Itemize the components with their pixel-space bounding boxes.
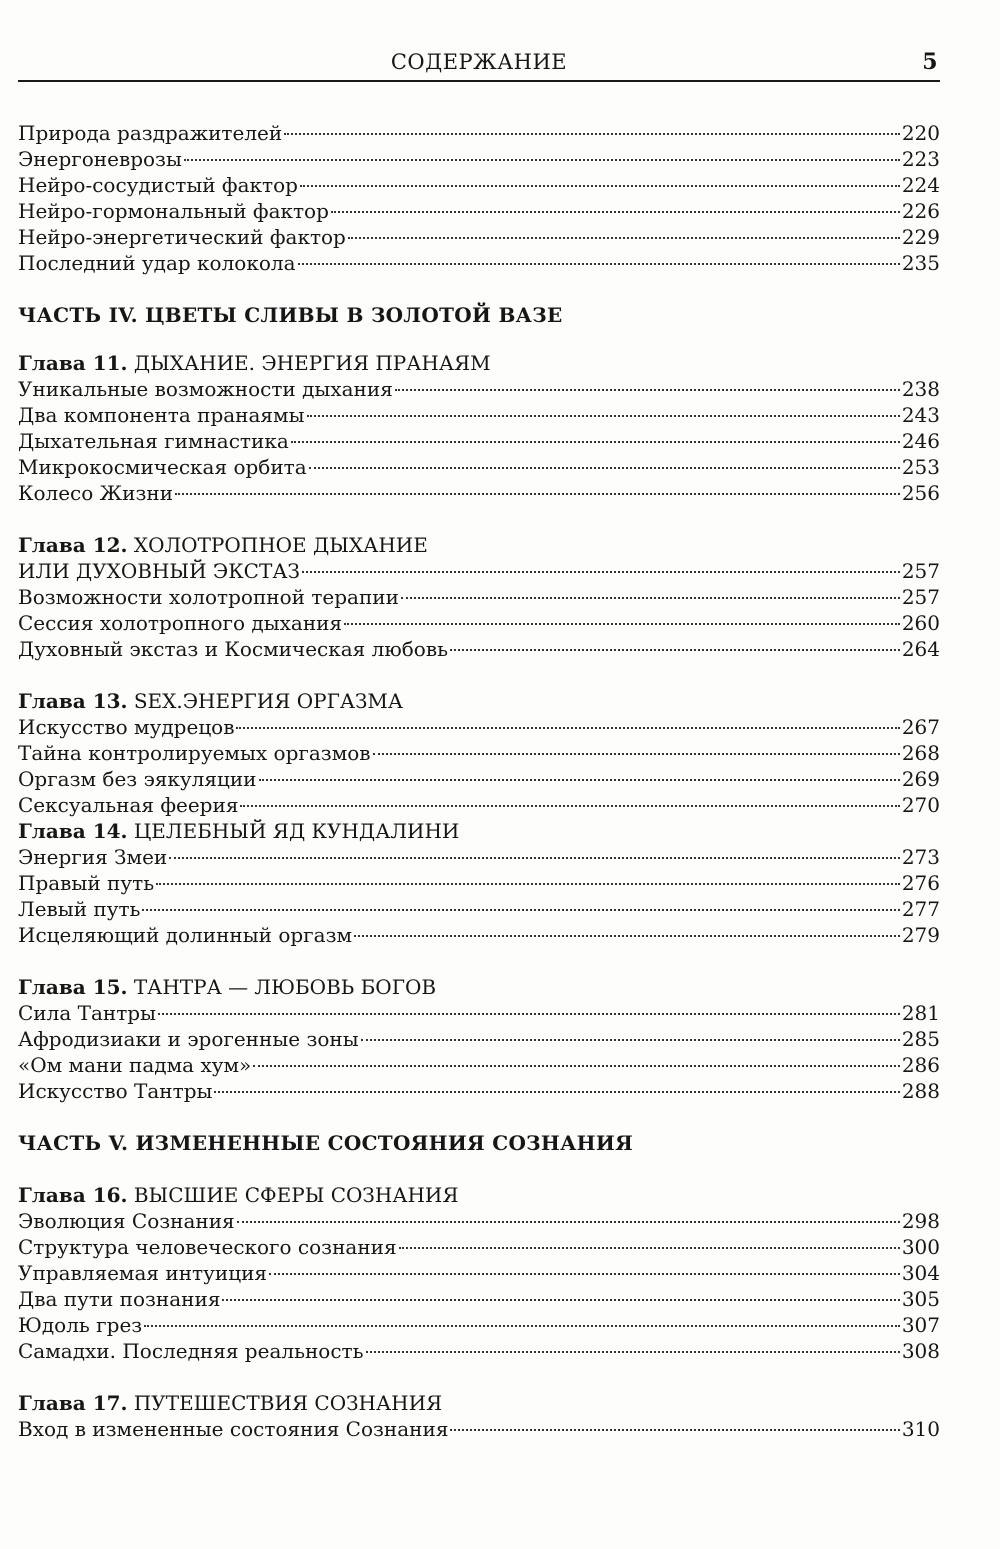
toc-entry[interactable]: [18, 922, 940, 948]
toc-entry[interactable]: [18, 1052, 940, 1078]
dot-leader: [298, 263, 900, 265]
entry-page-number: 269: [901, 767, 940, 791]
toc-entry[interactable]: [18, 454, 940, 480]
toc-entry[interactable]: [18, 844, 940, 870]
toc-entry[interactable]: [18, 1078, 940, 1104]
entry-page-number: 285: [901, 1027, 940, 1051]
entry-title: Сессия холотропного дыхания: [18, 611, 343, 635]
entry-title: Последний удар колокола: [18, 251, 296, 275]
entry-page-number: 264: [901, 637, 940, 661]
entry-title: Юдоль грез: [18, 1313, 143, 1337]
toc-entry[interactable]: [18, 120, 940, 146]
chapter-heading-11: [18, 350, 940, 376]
page-title: СОДЕРЖАНИЕ: [390, 50, 568, 74]
toc-entry[interactable]: [18, 584, 940, 610]
chapter-heading-16: [18, 1182, 940, 1208]
toc-entry[interactable]: [18, 428, 940, 454]
toc-entry[interactable]: [18, 480, 940, 506]
entry-title: Энергоневрозы: [18, 147, 182, 171]
entry-title: Природа раздражителей: [18, 121, 283, 145]
entry-page-number: 273: [901, 845, 940, 869]
dot-leader: [366, 1351, 900, 1353]
dot-leader: [361, 1039, 900, 1041]
dot-leader: [309, 467, 900, 469]
entry-page-number: 246: [901, 429, 940, 453]
toc-entry[interactable]: [18, 896, 940, 922]
toc-list: [18, 714, 940, 818]
entry-title: Правый путь: [18, 871, 155, 895]
entry-page-number: 288: [901, 1079, 940, 1103]
chapter-heading-14: [18, 818, 940, 844]
entry-title: Левый путь: [18, 897, 141, 921]
entry-title: Эволюция Сознания: [18, 1209, 235, 1233]
toc-entry[interactable]: [18, 714, 940, 740]
dot-leader: [156, 883, 900, 885]
entry-page-number: 304: [901, 1261, 940, 1285]
part-heading-5: ЧАСТЬ V. ИЗМЕНЕННЫЕ СОСТОЯНИЯ СОЗНАНИЯ: [18, 1131, 634, 1155]
dot-leader: [142, 909, 899, 911]
entry-title: Нейро-энергетический фактор: [18, 225, 346, 249]
entry-page-number: 243: [901, 403, 940, 427]
toc-list: [18, 120, 940, 276]
entry-title: Колесо Жизни: [18, 481, 174, 505]
dot-leader: [348, 237, 900, 239]
chapter-heading-13: [18, 688, 940, 714]
dot-leader: [302, 571, 900, 573]
entry-title: Сексуальная феерия: [18, 793, 239, 817]
toc-list: [18, 1000, 940, 1104]
entry-title: Духовный экстаз и Космическая любовь: [18, 637, 448, 661]
toc-list: [18, 844, 940, 948]
dot-leader: [240, 805, 899, 807]
toc-list: [18, 584, 940, 662]
chapter-label: Глава 14.: [18, 819, 128, 843]
toc-list: [18, 376, 940, 506]
entry-title: Нейро-сосудистый фактор: [18, 173, 298, 197]
entry-title: Искусство Тантры: [18, 1079, 213, 1103]
dot-leader: [222, 1299, 899, 1301]
entry-page-number: 220: [901, 121, 940, 145]
entry-page-number: 300: [901, 1235, 940, 1259]
chapter-label: Глава 12.: [18, 533, 128, 557]
entry-title: Оргазм без эякуляции: [18, 767, 257, 791]
entry-page-number: 260: [901, 611, 940, 635]
toc-entry[interactable]: [18, 198, 940, 224]
entry-title: Тайна контролируемых оргазмов: [18, 741, 371, 765]
entry-page-number: 308: [901, 1339, 940, 1363]
entry-title: Возможности холотропной терапии: [18, 585, 399, 609]
entry-page-number: 279: [901, 923, 940, 947]
toc-list: [18, 1208, 940, 1364]
toc-entry[interactable]: [18, 1416, 940, 1442]
toc-list: [18, 1416, 940, 1442]
entry-page-number: 256: [901, 481, 940, 505]
toc-entry[interactable]: [18, 766, 940, 792]
toc-entry[interactable]: [18, 1000, 940, 1026]
dot-leader: [399, 1247, 900, 1249]
dot-leader: [259, 779, 900, 781]
entry-page-number: 298: [901, 1209, 940, 1233]
page-header: [18, 46, 940, 82]
entry-page-number: 286: [901, 1053, 940, 1077]
entry-page-number: 281: [901, 1001, 940, 1025]
entry-title: Два пути познания: [18, 1287, 221, 1311]
entry-title: «Ом мани падма хум»: [18, 1053, 252, 1077]
dot-leader: [331, 211, 900, 213]
chapter-label: Глава 17.: [18, 1391, 128, 1415]
dot-leader: [236, 727, 899, 729]
entry-title: Нейро-гормональный фактор: [18, 199, 329, 223]
toc-entry[interactable]: [18, 224, 940, 250]
entry-title: Дыхательная гимнастика: [18, 429, 289, 453]
entry-title: Искусство мудрецов: [18, 715, 235, 739]
dot-leader: [158, 1013, 900, 1015]
toc-entry[interactable]: [18, 146, 940, 172]
dot-leader: [401, 597, 900, 599]
entry-title: Уникальные возможности дыхания: [18, 377, 393, 401]
toc-entry[interactable]: [18, 792, 940, 818]
chapter-heading-17: [18, 1390, 940, 1416]
dot-leader: [354, 935, 900, 937]
entry-title: Управляемая интуиция: [18, 1261, 268, 1285]
dot-leader: [237, 1221, 900, 1223]
entry-page-number: 229: [901, 225, 940, 249]
dot-leader: [284, 133, 900, 135]
entry-page-number: 257: [901, 559, 940, 583]
toc-entry[interactable]: [18, 1286, 940, 1312]
dot-leader: [450, 649, 900, 651]
entry-title: Вход в измененные состояния Сознания: [18, 1417, 449, 1441]
entry-page-number: 276: [901, 871, 940, 895]
dot-leader: [307, 415, 900, 417]
entry-page-number: 223: [901, 147, 940, 171]
chapter-title: ДЫХАНИЕ. ЭНЕРГИЯ ПРАНАЯМ: [127, 351, 491, 375]
chapter-title: SEX.ЭНЕРГИЯ ОРГАЗМА: [127, 689, 404, 713]
entry-page-number: 224: [901, 173, 940, 197]
entry-page-number: 238: [901, 377, 940, 401]
entry-page-number: 270: [901, 793, 940, 817]
chapter-label: Глава 13.: [18, 689, 128, 713]
entry-title: Два компонента пранаямы: [18, 403, 305, 427]
chapter-label: Глава 16.: [18, 1183, 128, 1207]
entry-page-number: 307: [901, 1313, 940, 1337]
chapter-label: Глава 11.: [18, 351, 128, 375]
toc-entry[interactable]: [18, 1338, 940, 1364]
entry-title: Структура человеческого сознания: [18, 1235, 397, 1259]
part-heading-4: ЧАСТЬ IV. ЦВЕТЫ СЛИВЫ В ЗОЛОТОЙ ВАЗЕ: [18, 303, 563, 327]
dot-leader: [184, 159, 900, 161]
dot-leader: [144, 1325, 900, 1327]
toc-entry[interactable]: [18, 402, 940, 428]
toc-entry[interactable]: [18, 1234, 940, 1260]
toc-entry[interactable]: [18, 870, 940, 896]
toc-entry[interactable]: [18, 376, 940, 402]
chapter-title: ЦЕЛЕБНЫЙ ЯД КУНДАЛИНИ: [127, 819, 460, 843]
chapter-heading-12: [18, 532, 940, 558]
chapter-title: ХОЛОТРОПНОЕ ДЫХАНИЕ: [127, 533, 428, 557]
page-number: 5: [922, 49, 938, 75]
chapter-title: ПУТЕШЕСТВИЯ СОЗНАНИЯ: [127, 1391, 443, 1415]
dot-leader: [269, 1273, 900, 1275]
entry-page-number: 277: [901, 897, 940, 921]
toc-entry[interactable]: [18, 1208, 940, 1234]
entry-page-number: 253: [901, 455, 940, 479]
entry-title: Сила Тантры: [18, 1001, 156, 1025]
entry-page-number: 226: [901, 199, 940, 223]
toc-entry[interactable]: [18, 250, 940, 276]
toc-entry[interactable]: [18, 172, 940, 198]
dot-leader: [175, 493, 900, 495]
entry-title: Исцеляющий долинный оргазм: [18, 923, 353, 947]
toc-entry[interactable]: [18, 1260, 940, 1286]
entry-page-number: 268: [901, 741, 940, 765]
entry-title: Энергия Змеи: [18, 845, 168, 869]
toc-entry[interactable]: [18, 740, 940, 766]
dot-leader: [300, 185, 900, 187]
chapter-heading-15: [18, 974, 940, 1000]
toc-entry[interactable]: [18, 1026, 940, 1052]
entry-title: Самадхи. Последняя реальность: [18, 1339, 364, 1363]
entry-title: Афродизиаки и эрогенные зоны: [18, 1027, 359, 1051]
dot-leader: [214, 1091, 899, 1093]
dot-leader: [450, 1429, 899, 1431]
entry-page-number: 267: [901, 715, 940, 739]
chapter-title: ВЫСШИЕ СФЕРЫ СОЗНАНИЯ: [127, 1183, 459, 1207]
dot-leader: [169, 857, 900, 859]
dot-leader: [344, 623, 900, 625]
toc-entry[interactable]: [18, 558, 940, 584]
dot-leader: [373, 753, 900, 755]
entry-page-number: 305: [901, 1287, 940, 1311]
chapter-label: Глава 15.: [18, 975, 128, 999]
entry-title: Микрокосмическая орбита: [18, 455, 307, 479]
toc-entry[interactable]: [18, 636, 940, 662]
chapter-title: ТАНТРА — ЛЮБОВЬ БОГОВ: [127, 975, 437, 999]
dot-leader: [395, 389, 900, 391]
toc-entry[interactable]: [18, 1312, 940, 1338]
entry-page-number: 235: [901, 251, 940, 275]
dot-leader: [291, 441, 900, 443]
entry-page-number: 310: [901, 1417, 940, 1441]
toc-page: [18, 46, 940, 1442]
dot-leader: [253, 1065, 900, 1067]
chapter-title-continued: ИЛИ ДУХОВНЫЙ ЭКСТАЗ: [18, 559, 300, 583]
toc-entry[interactable]: [18, 610, 940, 636]
entry-page-number: 257: [901, 585, 940, 609]
